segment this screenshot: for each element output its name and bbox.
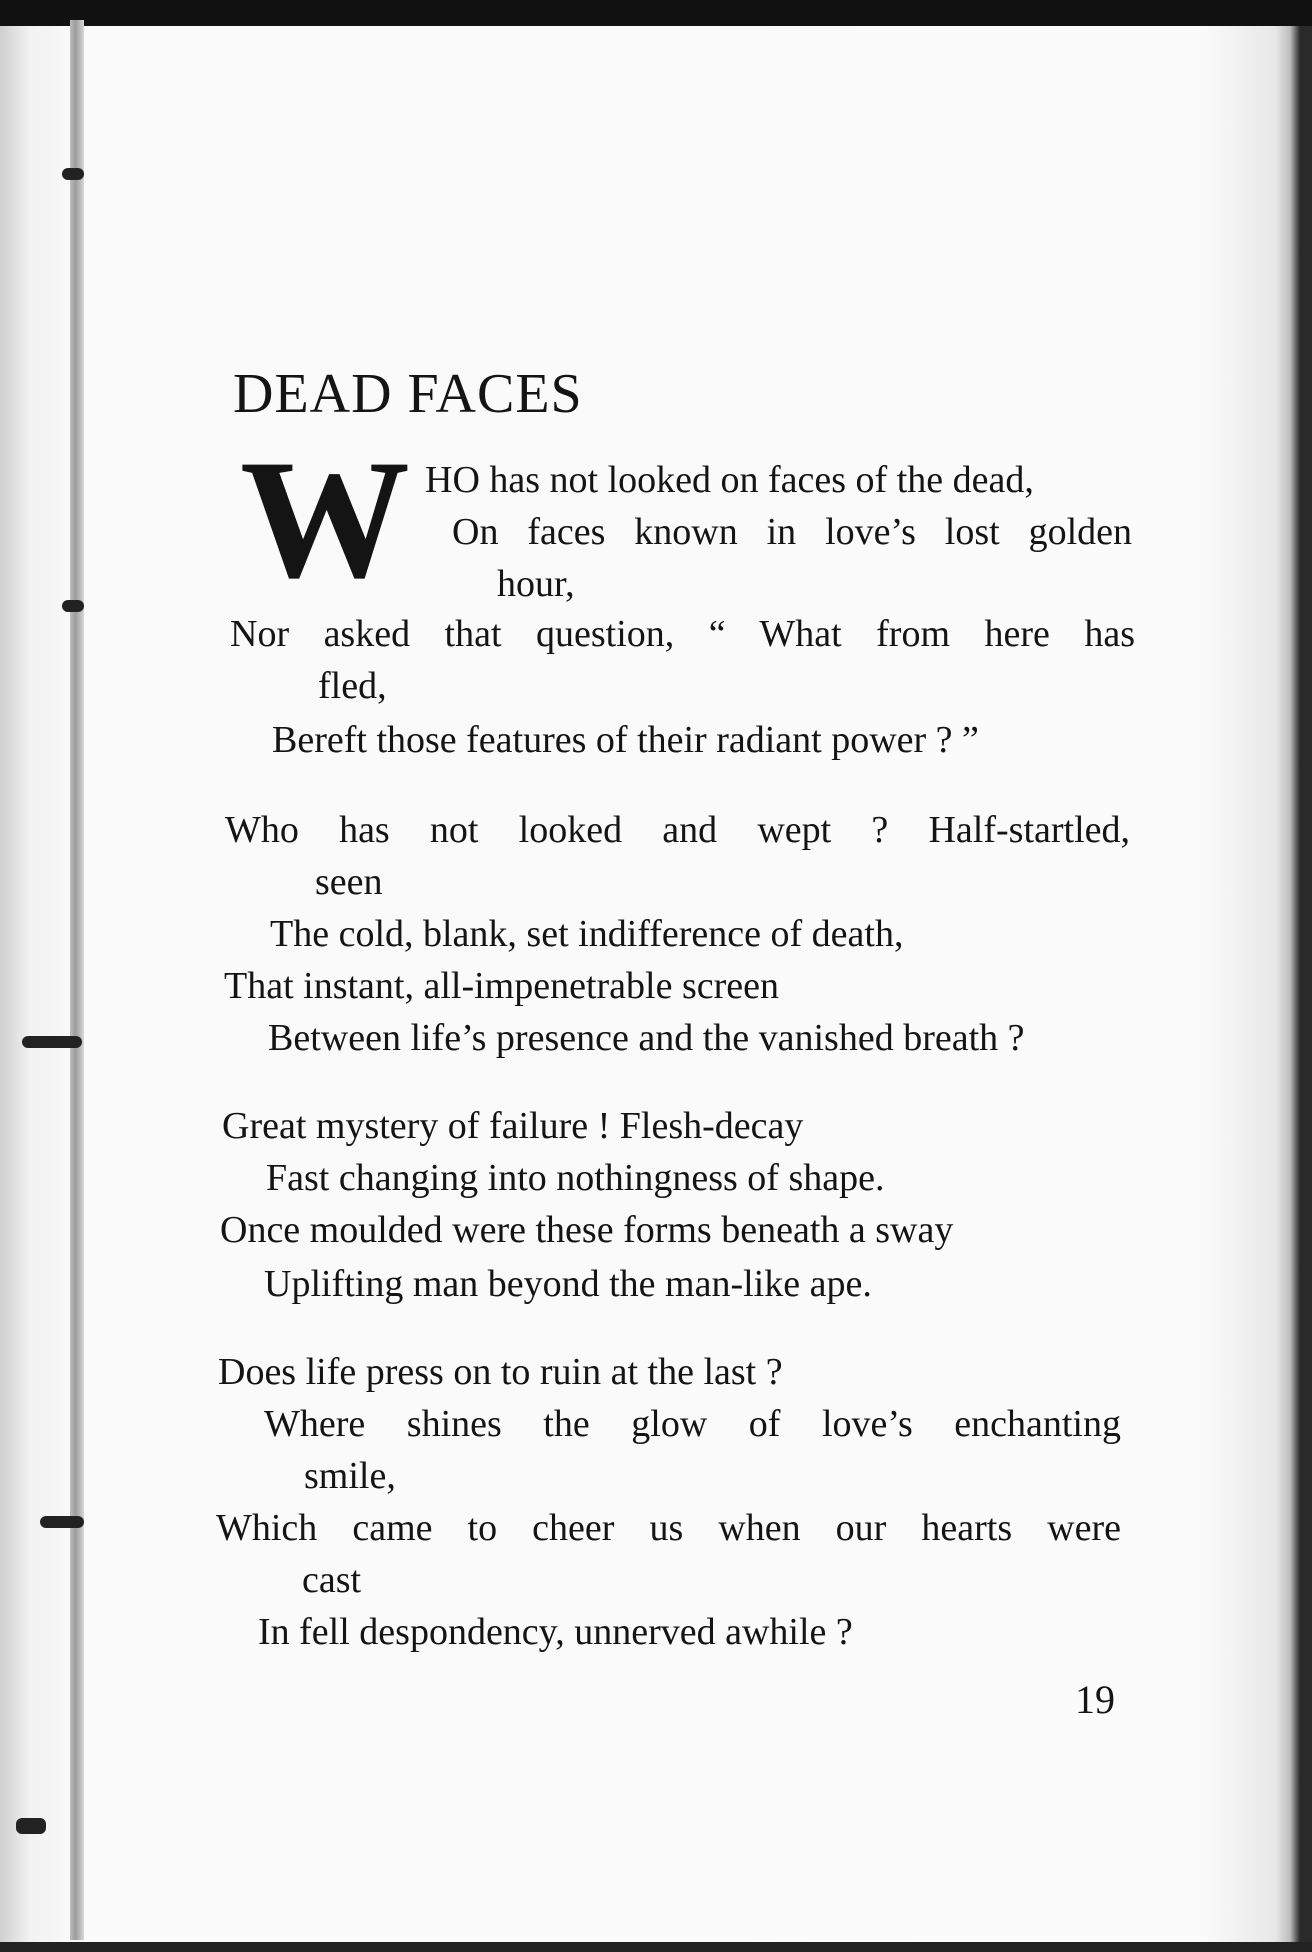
page-number: 19 [1075, 1677, 1115, 1722]
poem-line: Who has not looked and wept ? Half-startled, [225, 809, 1130, 851]
drop-cap: W [240, 425, 410, 613]
poem-line: Does life press on to ruin at the last ? [218, 1351, 783, 1393]
poem-line: Great mystery of failure ! Flesh-decay [222, 1105, 804, 1147]
poem-line: Between life’s presence and the vanished breath ? [268, 1017, 1025, 1059]
poem-line: Nor asked that question, “ What from here has [230, 613, 1135, 655]
poem-line: In fell despondency, unnerved awhile ? [258, 1611, 853, 1653]
poem-line: Bereft those features of their radiant power ? ” [272, 719, 979, 761]
poem-line: fled, [318, 665, 387, 707]
poem-line: Where shines the glow of love’s enchanting [264, 1403, 1121, 1445]
poem-line: That instant, all-impenetrable screen [224, 965, 779, 1007]
poem-line: Uplifting man beyond the man-like ape. [264, 1263, 872, 1305]
poem-line: Fast changing into nothingness of shape. [266, 1157, 885, 1199]
poem-line: cast [302, 1559, 362, 1601]
poem-line: smile, [304, 1455, 396, 1497]
poem-line: Which came to cheer us when our hearts were [216, 1507, 1121, 1549]
poem-line: hour, [497, 563, 575, 605]
poem-line: seen [315, 861, 383, 903]
poem-line: On faces known in love’s lost golden [452, 511, 1132, 553]
poem-line: HO has not looked on faces of the dead, [425, 459, 1034, 501]
poem-title: DEAD FACES [233, 363, 583, 425]
poem-line: Once moulded were these forms beneath a sway [220, 1209, 954, 1251]
poem-line: The cold, blank, set indifference of death, [270, 913, 904, 955]
